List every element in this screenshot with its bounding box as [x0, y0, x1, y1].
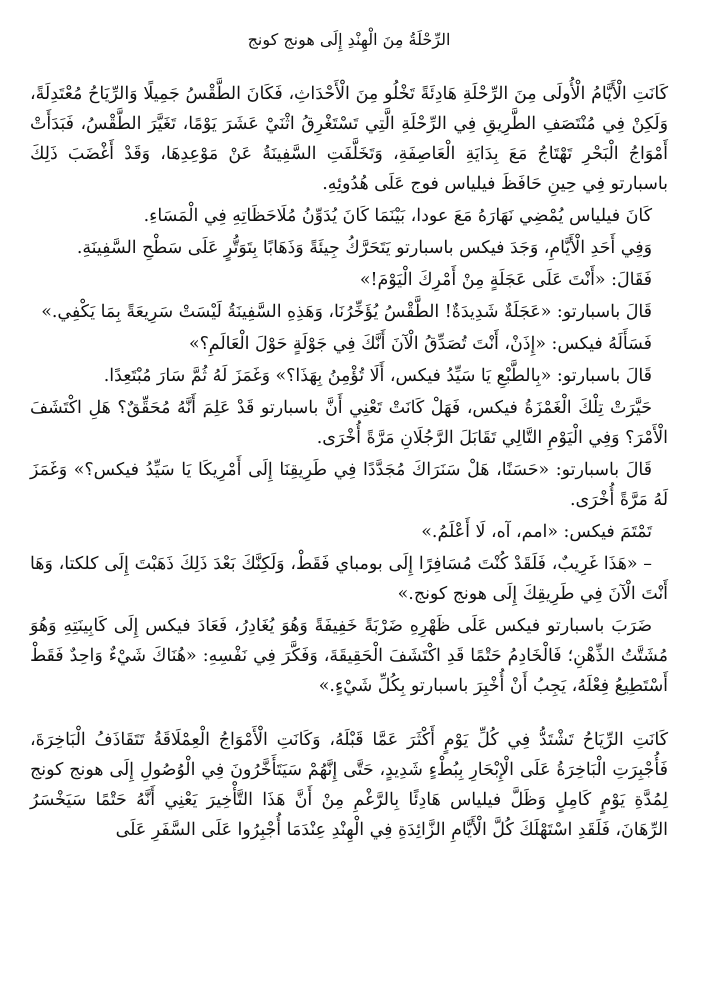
paragraph: ضَرَبَ باسبارتو فيكس عَلَى ظَهْرِهِ ضَرْبَةً خَفِيفَةً وَهُوَ يُغَادِرُ، فَعَادَ فيكس إِلَى كَابِينَتِهِ وَهُوَ مُشَتَّتُ الذِّهْنِ؛ فَالْخَادِمُ حَتْمًا قَدِ اكْتَشَفَ الْحَقِيقَةَ، وَفَكَّرَ فِي نَفْسِهِ: «هُنَاكَ شَيْءٌ وَاحِدٌ فَقَطْ أَسْتَطِيعُ فِعْلَهُ، يَجِبُ أَنْ أُخْبِرَ باسبارتو بِكُلِّ شَيْءٍ.» — [30, 616, 668, 696]
paragraph: وَفِي أَحَدِ الْأَيَّامِ، وَجَدَ فيكس باسبارتو يَتَحَرَّكُ جِيئَةً وَذَهَابًا بِتَوَتُّرٍ عَلَى سَطْحِ السَّفِينَةِ. — [76, 238, 652, 258]
page-title: الرِّحْلَةُ مِنَ الْهِنْدِ إِلَى هونج كونج — [247, 30, 451, 49]
paragraph: قَالَ باسبارتو: «حَسَنًا، هَلْ سَنَرَاكَ مُجَدَّدًا فِي طَرِيقِنَا إِلَى أَمْرِيكَا يَا سَيِّدُ فيكس؟» وَغَمَزَ لَهُ مَرَّةً أُخْرَى. — [30, 460, 668, 510]
paragraph: فَسَأَلَهُ فيكس: «إِذَنْ، أَنْتَ تُصَدِّقُ الْآنَ أَنَّكَ فِي جَوْلَةٍ حَوْلَ الْعَالَمِ؟» — [188, 334, 652, 354]
paragraph: كَانَتِ الرِّيَاحُ تَشْتَدُّ فِي كُلِّ يَوْمٍ أَكْثَرَ عَمَّا قَبْلَهُ، وَكَانَتِ الْأَمْوَاجُ الْعِمْلَاقَةُ تَتَقَاذَفُ الْبَاخِرَةَ، فَأُجْبِرَتِ الْبَاخِرَةُ عَلَى الْإِبْحَارِ بِبُطْءٍ شَدِيدٍ، حَتَّى إِنَّهُمْ سَيَتَأَخَّرُونَ فِي الْوُصُولِ إِلَى هونج كونج لِمُدَّةِ يَوْمٍ كَامِلٍ وَظَلَّ فيلياس هَادِئًا بِالرَّغْمِ مِنْ أَنَّ هَذَا التَّأْخِيرَ يَعْنِي أَنَّهُ حَتْمًا سَيَخْسَرُ الرِّهَانَ، فَلَقَدِ اسْتَهْلَكَ كُلَّ الْأَيَّامِ الزَّائِدَةِ فِي الْهِنْدِ عِنْدَمَا أُجْبِرُوا عَلَى السَّفَرِ عَلَى — [30, 730, 668, 840]
paragraph: فَقَالَ: «أَنْتَ عَلَى عَجَلَةٍ مِنْ أَمْرِكَ الْيَوْمَ!» — [359, 270, 652, 290]
paragraph: قَالَ باسبارتو: «عَجَلَةٌ شَدِيدَةٌ! الطَّقْسُ يُؤَخِّرُنَا، وَهَذِهِ السَّفِينَةُ لَيْسَتْ سَرِيعَةً بِمَا يَكْفِي.» — [41, 302, 652, 322]
paragraph: قَالَ باسبارتو: «بِالطَّبْعِ يَا سَيِّدُ فيكس، أَلَا تُؤْمِنُ بِهَذَا؟» وَغَمَزَ لَهُ ثُمَّ سَارَ مُبْتَعِدًا. — [103, 366, 652, 386]
section-break — [30, 703, 668, 725]
document-body — [30, 79, 668, 845]
paragraph: تَمْتَمَ فيكس: «امم، آه، لَا أَعْلَمُ.» — [421, 522, 652, 542]
paragraph: حَيَّرَتْ تِلْكَ الْغَمْزَةُ فيكس، فَهَلْ كَانَتْ تَعْنِي أَنَّ باسبارتو قَدْ عَلِمَ أَنَّهُ مُحَقِّقٌ؟ هَلِ اكْتَشَفَ الْأَمْرَ؟ وَفِي الْيَوْمِ التَّالِي تَقَابَلَ الرَّجُلَانِ مَرَّةً أُخْرَى. — [30, 398, 668, 448]
paragraph: كَانَ فيلياس يُمْضِي نَهَارَهُ مَعَ عودا، بَيْنَمَا كَانَ يُدَوِّنُ مُلَاحَظَاتِهِ فِي الْمَسَاءِ. — [143, 206, 652, 226]
paragraph: – «هَذَا غَرِيبٌ، فَلَقَدْ كُنْتَ مُسَافِرًا إِلَى بومباي فَقَطْ، وَلَكِنَّكَ بَعْدَ ذَلِكَ ذَهَبْتَ إِلَى كلكتا، وَهَا أَنْتَ الْآنَ فِي طَرِيقِكَ إِلَى هونج كونج.» — [30, 554, 668, 604]
paragraph: كَانَتِ الْأَيَّامُ الْأُولَى مِنَ الرِّحْلَةِ هَادِئَةً تَخْلُو مِنَ الْأَحْدَاثِ، فَكَانَ الطَّقْسُ جَمِيلًا وَالرِّيَاحُ مُعْتَدِلَةً، وَلَكِنْ فِي مُنْتَصَفِ الطَّرِيقِ فِي الرِّحْلَةِ الَّتِي تَسْتَغْرِقُ اثْنَيْ عَشَرَ يَوْمًا، تَغَيَّرَ الطَّقْسُ، فَبَدَأَتْ أَمْوَاجُ الْبَحْرِ تَهْتَاجُ مَعَ بِدَايَةِ الْعَاصِفَةِ، وَتَخَلَّفَتِ السَّفِينَةُ عَنْ مَوْعِدِهَا، وَقَدْ أَغْضَبَ ذَلِكَ باسبارتو فِي حِينِ حَافَظَ فيلياس فوج عَلَى هُدُوئِهِ. — [30, 84, 668, 194]
